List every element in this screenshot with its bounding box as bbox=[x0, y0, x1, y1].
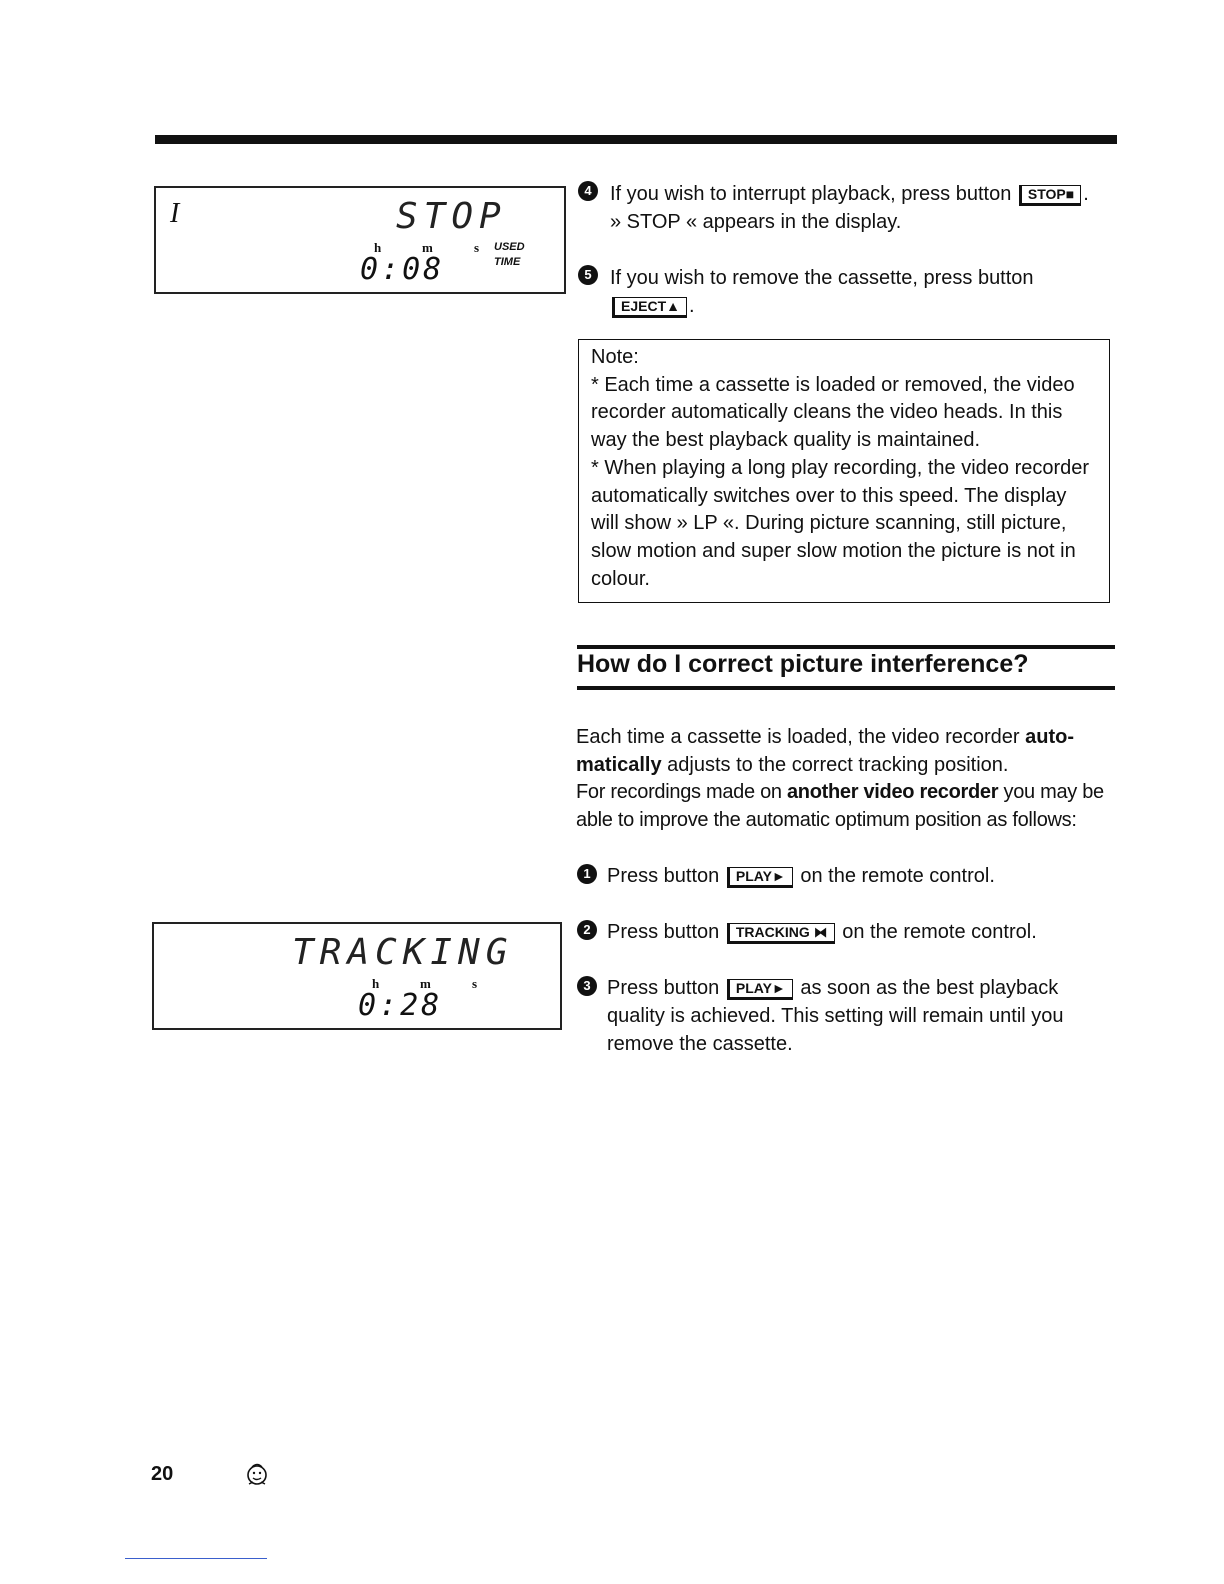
note-box bbox=[578, 339, 1110, 603]
intro-2-bold: another video recorder bbox=[786, 781, 999, 804]
lcd-time: 0:08 bbox=[360, 252, 445, 287]
intro-2-a: For recordings made on bbox=[576, 781, 787, 804]
lcd-tracking-time: 0:28 bbox=[358, 988, 443, 1023]
eject-button[interactable]: EJECT▲ bbox=[612, 297, 687, 318]
lcd-display-tracking bbox=[152, 922, 562, 1030]
step-4-result: » STOP « appears in the display. bbox=[610, 211, 902, 233]
step-4-instruction: If you wish to interrupt playback, press button bbox=[610, 183, 1012, 205]
lcd-used-time-label: USED TIME bbox=[494, 241, 525, 268]
lcd-display-stop bbox=[154, 186, 566, 294]
lcd-indicator: I bbox=[170, 198, 180, 229]
note-title: Note: bbox=[591, 346, 639, 368]
intro-2-c: you may be able to improve the automatic optimum position as follows: bbox=[576, 781, 1104, 832]
stop-button[interactable]: STOP■ bbox=[1019, 185, 1081, 206]
intro-1-bold: auto-matically bbox=[576, 726, 1075, 776]
lcd-tracking-message: TRACKING bbox=[292, 932, 514, 973]
intro-paragraph-1 bbox=[576, 724, 1121, 779]
play-button[interactable]: PLAY► bbox=[727, 867, 793, 888]
lcd-unit-s: s bbox=[474, 240, 480, 255]
step-5-text bbox=[610, 264, 1110, 320]
lcd-tracking-unit-s: s bbox=[472, 976, 478, 991]
step-5-instruction: If you wish to remove the cassette, press button bbox=[610, 267, 1034, 289]
step-1-bullet: 1 bbox=[577, 864, 597, 884]
top-rule bbox=[155, 135, 1117, 144]
step-5-period: . bbox=[688, 295, 695, 317]
step-5-bullet: 5 bbox=[578, 265, 598, 285]
step-2-text bbox=[607, 918, 1122, 946]
section-rule-bottom bbox=[577, 686, 1115, 690]
page-number: 20 bbox=[151, 1463, 174, 1485]
step-4-text bbox=[610, 180, 1130, 236]
step-1-suffix: on the remote control. bbox=[800, 865, 995, 887]
step-3-bullet: 3 bbox=[577, 976, 597, 996]
lcd-unit-h: h bbox=[374, 240, 382, 255]
tracking-button[interactable]: TRACKING ⧓ bbox=[727, 923, 835, 944]
step-2-bullet: 2 bbox=[577, 920, 597, 940]
section-rule-top bbox=[577, 645, 1115, 649]
step-2-suffix: on the remote control. bbox=[842, 921, 1037, 943]
note-item-2: * When playing a long play recording, the video recorder automatically switches over to this speed. The display will show » LP «. During picture scanning, still picture, slow motion and super slow motion the picture is not in colour. bbox=[591, 456, 1090, 590]
child-face-icon bbox=[243, 1460, 271, 1488]
section-heading: How do I correct picture interference? bbox=[577, 650, 1029, 678]
step-4-period: . bbox=[1083, 183, 1089, 205]
step-2-instruction: Press button bbox=[607, 921, 720, 943]
step-3-suffix: as soon as the best playback quality is achieved. This setting will remain until you remove the cassette. bbox=[607, 977, 1064, 1055]
play-button-2[interactable]: PLAY► bbox=[727, 979, 793, 1000]
lcd-unit-m: m bbox=[422, 240, 433, 255]
step-1-text bbox=[607, 862, 1117, 890]
section-intro bbox=[576, 724, 1121, 835]
footer-line bbox=[125, 1558, 267, 1559]
step-3-text bbox=[607, 974, 1107, 1058]
intro-paragraph-2 bbox=[576, 779, 1121, 834]
step-4-bullet: 4 bbox=[578, 181, 598, 201]
lcd-tracking-unit-m: m bbox=[420, 976, 431, 991]
lcd-message: STOP bbox=[396, 196, 507, 237]
intro-1-a: Each time a cassette is loaded, the video recorder bbox=[576, 726, 1026, 748]
intro-1-c: adjusts to the correct tracking position. bbox=[661, 753, 1009, 776]
step-3-instruction: Press button bbox=[607, 977, 720, 999]
note-item-1: * Each time a cassette is loaded or removed, the video recorder automatically cleans the video heads. In this way the best playback quality is maintained. bbox=[591, 373, 1075, 452]
step-1-instruction: Press button bbox=[607, 865, 720, 887]
lcd-tracking-unit-h: h bbox=[372, 976, 380, 991]
